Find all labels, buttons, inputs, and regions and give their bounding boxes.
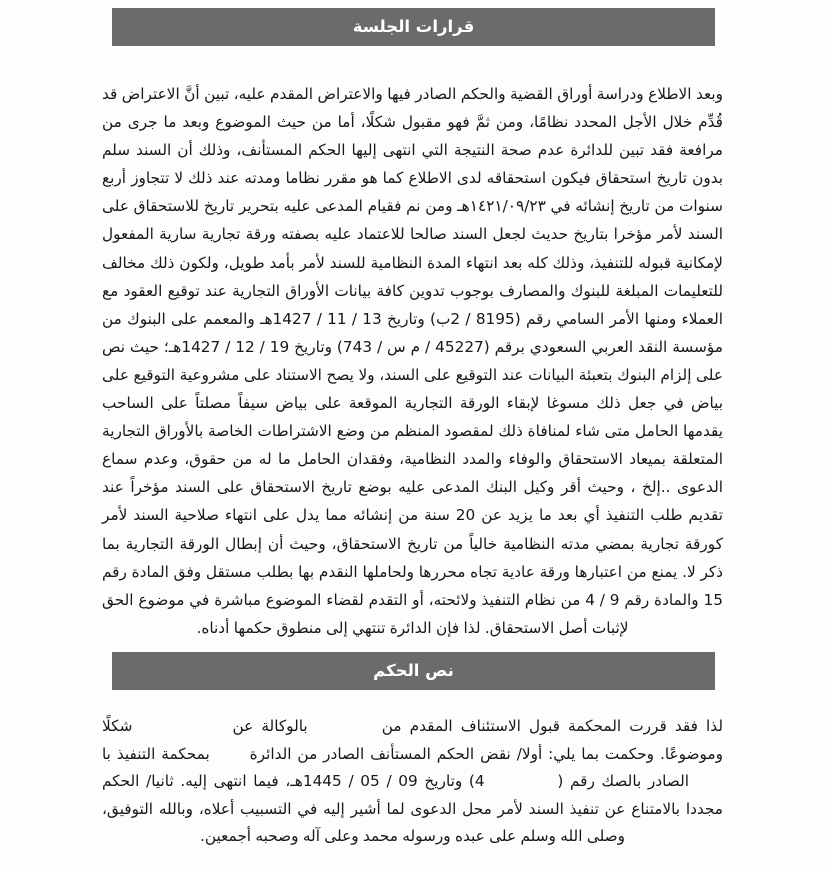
redacted-gap <box>485 768 551 796</box>
redacted-gap <box>308 713 374 741</box>
section-header-decisions-title: قرارات الجلسة <box>352 16 475 36</box>
ruling-text-run: بالوكالة عن <box>232 717 308 735</box>
section-header-ruling <box>112 652 715 690</box>
ruling-text-run: لذا فقد قررت المحكمة قبول الاستئناف المقدم من <box>381 717 723 735</box>
ruling-text-run: 4) وتاريخ 09 / 05 / 1445هـ، فيما انتهى إليه. ثانيا/ الحكم مجددا بالامتناع عن تنفيذ السند لأمر محل الدعوى لما أشير إليه في التسبيب أعلاه، وبالله التوفيق، وصلى الله وسلم على عبده ورسوله محمد وعلى آله وصحبه أجمعين. <box>102 772 723 845</box>
redacted-gap <box>132 713 224 741</box>
section-header-decisions <box>112 8 715 46</box>
reasoning-paragraph: وبعد الاطلاع ودراسة أوراق القضية والحكم الصادر فيها والاعتراض المقدم عليه، تبين أنَّ الاعتراض قد قُدِّم خلال الأجل المحدد نظامًا، ومن ثمَّ فهو مقبول شكلًا، أما من حيث الموضوع وبعد ما جرى من مرافعة فقد تبين للدائرة عدم صحة النتيجة التي انتهى إليها الحكم المستأنف، وذلك أن السند سلم بدون تاريخ استحقاق فيكون استحقاقه لدى الاطلاع كما هو مقرر نظاما ومدته عند ذلك لا تتجاوز أربع سنوات من تاريخ إنشائه في ١٤٢١/٠٩/٢٣هـ ومن نم فقيام المدعى عليه بتحرير تاريخ للاستحقاق على السند لأمر مؤخرا بتاريخ حديث لجعل السند صالحا للاعتماد عليه بصفته ورقة تجارية سارية المفعول لإمكانية قبوله للتنفيذ، وذلك كله بعد انتهاء المدة النظامية للسند لأمر بأمد طويل، ولكون ذلك مخالف للتعليمات المبلغة للبنوك والمصارف بوجوب تدوين كافة بيانات الأوراق التجارية عند توقيع العقود مع العملاء ومنها الأمر السامي رقم (8195 / 2ب) وتاريخ 13 / 11 / 1427هـ والمعمم على البنوك من مؤسسة النقد العربي السعودي برقم (45227 / م س / 743) وتاريخ 19 / 12 / 1427هـ؛ حيث نص على إلزام البنوك بتعبئة البيانات عند التوقيع على السند، ولا يصح الاستناد على مشروعية التوقيع على بياض في جعل ذلك مسوغا لإبقاء الورقة التجارية الموقعة على بياض سيفاً مصلتاً على الساحب يقدمها الحامل متى شاء لمنافاة ذلك لمقصود المنظم من وضع الاشتراطات الخاصة بالأوراق التجارية المتعلقة بميعاد الاستحقاق والوفاء والمدد النظامية، وفقدان الحامل ما له من حقوق، وعدم سماع الدعوى ..إلخ ، وحيث أقر وكيل البنك المدعى عليه بوضع تاريخ الاستحقاق على السند مؤخراً عند تقديم طلب التنفيذ أي بعد ما يزيد عن 20 سنة من إنشائه مما يدل على انتهاء صلاحية السند لأمر كورقة تجارية بمضي مدته النظامية خالياً من تاريخ الاستحقاق، وحيث أن إبطال الورقة التجارية بما ذكر لا. يمنع من اعتبارها ورقة عادية تجاه محررها ولحاملها النقدم بها بطلب مستقل وفق المادة رقم 15 والمادة رقم 9 / 4 من نظام التنفيذ ولائحته، أو التقدم لقضاء الموضوع مباشرة في موضوع الحق لإثبات أصل الاستحقاق. لذا فإن الدائرة تنتهي إلى منطوق حكمها أدناه. <box>102 85 724 637</box>
ruling-text-run: بمحكمة التنفيذ با <box>102 744 210 763</box>
redacted-gap <box>210 741 244 769</box>
ruling-text-run: شكلًا وموضوعًا. وحكمت بما يلي: أولا/ نقض الحكم المستأنف الصادر من الدائرة <box>102 717 723 763</box>
ruling-paragraph <box>102 713 723 851</box>
section-header-ruling-title: نص الحكم <box>373 660 454 680</box>
ruling-text-run: الصادر بالصك رقم ( <box>557 772 689 790</box>
redacted-gap <box>689 768 723 796</box>
